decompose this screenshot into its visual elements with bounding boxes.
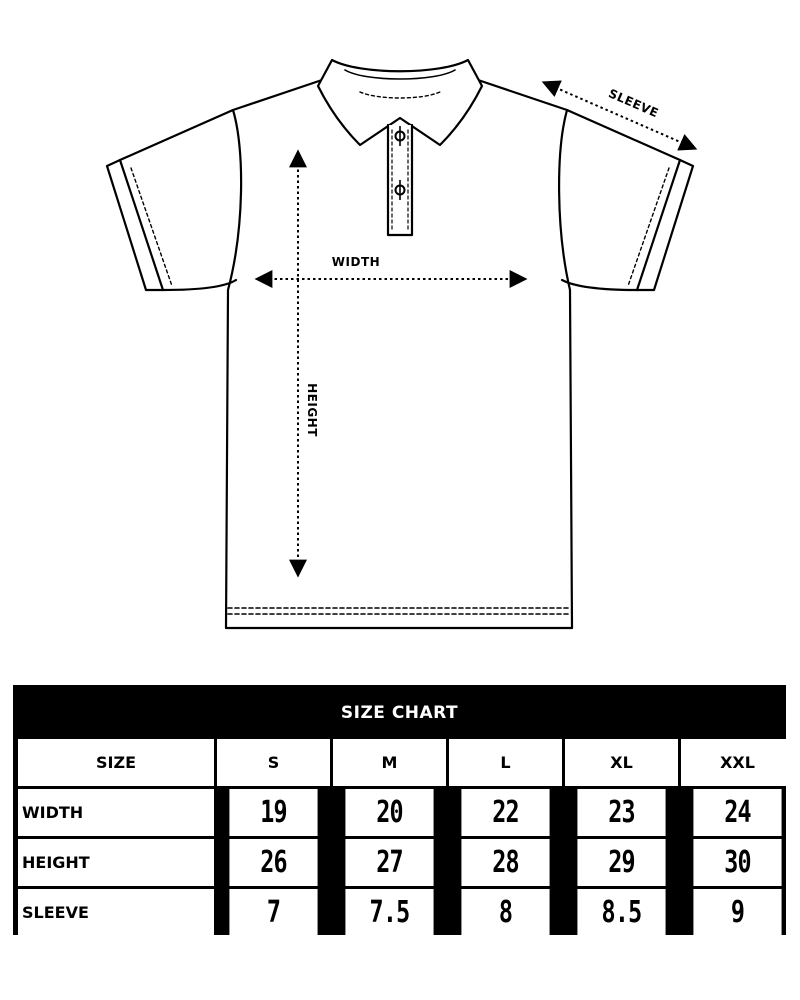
- row-label-width: WIDTH: [18, 789, 214, 836]
- height-value-m: 27: [345, 839, 433, 886]
- header-cell-l: L: [449, 739, 562, 786]
- width-value-l: 22: [461, 789, 549, 836]
- header-cell-s: S: [217, 739, 330, 786]
- row-label-height: HEIGHT: [18, 839, 214, 886]
- sleeve-value-xl: 8.5: [577, 889, 665, 936]
- width-value-xxl: 24: [693, 789, 781, 836]
- height-label: HEIGHT: [305, 383, 319, 437]
- size-chart-grid: [15, 739, 784, 933]
- row-label-sleeve: SLEEVE: [18, 889, 214, 936]
- height-value-s: 26: [229, 839, 317, 886]
- sleeve-value-m: 7.5: [345, 889, 433, 936]
- sleeve-value-s: 7: [229, 889, 317, 936]
- height-value-l: 28: [461, 839, 549, 886]
- sleeve-value-xxl: 9: [693, 889, 781, 936]
- header-cell-size: SIZE: [18, 739, 214, 786]
- sleeve-label: SLEEVE: [606, 86, 661, 121]
- width-value-m: 20: [345, 789, 433, 836]
- width-value-s: 19: [229, 789, 317, 836]
- header-cell-xxl: XXL: [681, 739, 794, 786]
- sleeve-value-l: 8: [461, 889, 549, 936]
- header-cell-m: M: [333, 739, 446, 786]
- header-cell-xl: XL: [565, 739, 678, 786]
- width-label: WIDTH: [331, 255, 381, 269]
- size-chart-title: SIZE CHART: [15, 687, 784, 739]
- size-chart-table: [13, 685, 786, 935]
- height-value-xxl: 30: [693, 839, 781, 886]
- height-value-xl: 29: [577, 839, 665, 886]
- width-value-xl: 23: [577, 789, 665, 836]
